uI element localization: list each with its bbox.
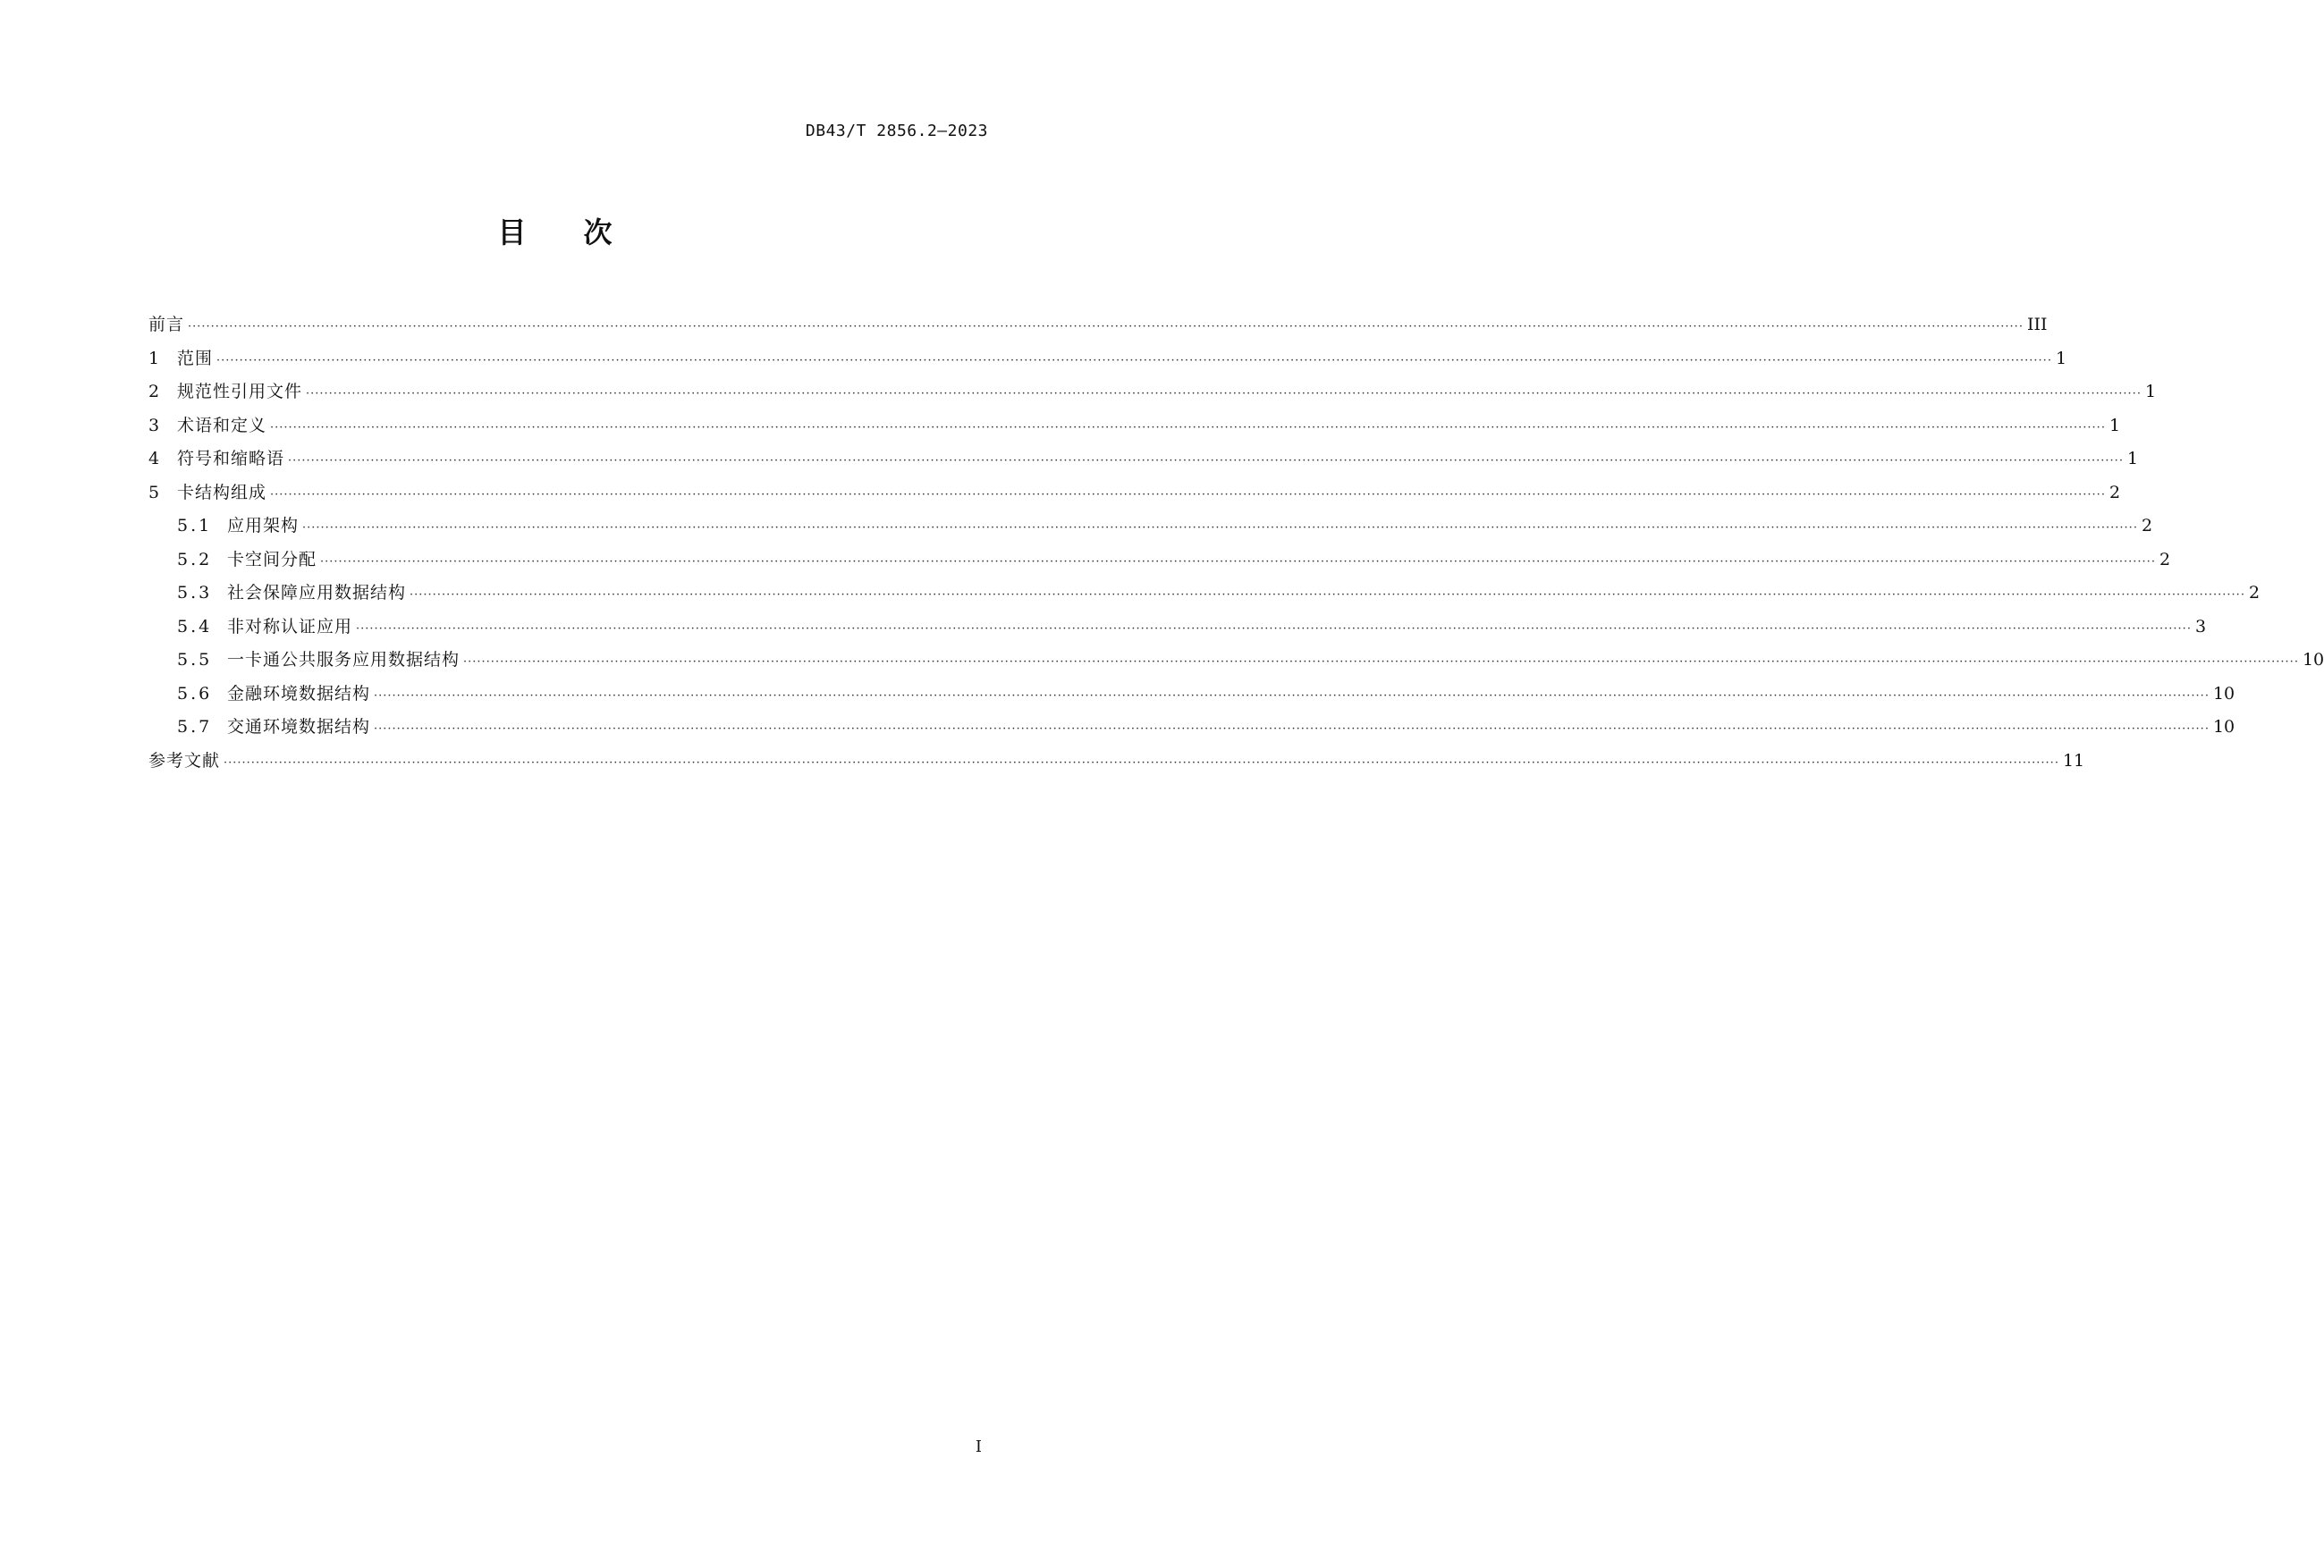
toc-entry-title: 一卡通公共服务应用数据结构	[227, 650, 461, 670]
toc-entry-page: 1	[2055, 348, 2067, 368]
toc-entry-title: 前言	[148, 315, 185, 334]
toc-dot-leader: ················································································································································································································································································································································································································	[374, 688, 2210, 703]
toc-entry-title: 社会保障应用数据结构	[227, 583, 407, 603]
toc-entry-title: 交通环境数据结构	[227, 717, 371, 737]
toc-entry-number: 5.7	[177, 717, 213, 737]
page-number: I	[975, 1437, 982, 1456]
toc-entry-page: 2	[2248, 583, 2261, 603]
toc-dot-leader: ················································································································································································································································································································································································································	[320, 554, 2156, 569]
toc-entry-page: 2	[2141, 516, 2153, 535]
page-title	[0, 215, 1110, 250]
toc-dot-leader: ················································································································································································································································································································································································································	[270, 420, 2106, 434]
toc-entry-page: 1	[2109, 415, 2121, 435]
toc-dot-leader: ················································································································································································································································································································································································································	[356, 621, 2192, 636]
toc-entry-number: 4	[148, 449, 160, 468]
toc-entry-page: 10	[2212, 683, 2235, 704]
toc-entry-title: 卡结构组成	[177, 482, 267, 502]
toc-dot-leader: ················································································································································································································································································································································································································	[302, 521, 2138, 535]
toc-entry[interactable]	[148, 412, 2121, 446]
toc-entry-title: 卡空间分配	[227, 549, 317, 569]
toc-dot-leader: ················································································································································································································································································································································································································	[270, 487, 2106, 502]
toc-entry[interactable]	[148, 713, 2235, 747]
toc-dot-leader: ················································································································································································································································································································································································································	[188, 320, 2024, 333]
document-code: DB43/T 2856.2—2023	[805, 122, 988, 140]
toc-entry-number: 5.2	[177, 549, 213, 569]
toc-dot-leader: ················································································································································································································································································································································································································	[306, 387, 2142, 400]
toc-entry-page: 1	[2144, 382, 2157, 401]
toc-entry-title: 规范性引用文件	[177, 382, 303, 401]
toc-entry-page: 10	[2212, 717, 2235, 737]
toc-entry-title: 参考文献	[148, 750, 221, 771]
toc-dot-leader: ················································································································································································································································································································································································································	[374, 722, 2210, 736]
toc-entry-title: 金融环境数据结构	[227, 683, 371, 704]
toc-entry-number: 5.6	[177, 683, 213, 704]
toc-entry-number: 5.3	[177, 583, 213, 603]
toc-entry[interactable]	[148, 512, 2153, 546]
toc-entry-number: 5	[148, 482, 160, 502]
toc-entry-page: 3	[2194, 616, 2207, 636]
toc-entry-page: 10	[2302, 650, 2324, 670]
toc-entry[interactable]	[148, 747, 2085, 781]
toc-entry-title: 符号和缩略语	[177, 449, 285, 468]
toc-entry[interactable]	[148, 378, 2157, 412]
toc-entry-number: 5.4	[177, 616, 213, 636]
toc-entry[interactable]	[148, 613, 2207, 647]
toc-dot-leader: ················································································································································································································································································································································································································	[224, 755, 2059, 770]
toc-entry-title: 范围	[177, 348, 214, 368]
toc-entry-title: 非对称认证应用	[227, 616, 353, 636]
toc-entry[interactable]	[148, 311, 2048, 345]
toc-entry[interactable]	[148, 445, 2139, 479]
toc-entry[interactable]	[148, 646, 2324, 680]
toc-entry-number: 3	[148, 415, 160, 435]
toc-dot-leader: ················································································································································································································································································································································································································	[410, 588, 2245, 602]
toc-entry-number: 1	[148, 348, 160, 368]
toc-entry-title: 术语和定义	[177, 415, 267, 435]
toc-entry[interactable]	[148, 546, 2171, 580]
toc-entry-number: 2	[148, 382, 160, 401]
toc-entry-page: 11	[2062, 750, 2085, 771]
toc-entry-page: 2	[2159, 549, 2171, 569]
toc-entry[interactable]	[148, 345, 2067, 379]
toc-entry-number: 5.1	[177, 516, 213, 535]
toc-entry-number: 5.5	[177, 650, 213, 670]
toc-dot-leader: ················································································································································································································································································································································································································	[288, 454, 2124, 468]
toc-dot-leader: ················································································································································································································································································································································································································	[216, 353, 2052, 367]
toc-entry-page: 2	[2109, 482, 2121, 502]
toc-entry[interactable]	[148, 479, 2121, 513]
toc-entry[interactable]	[148, 680, 2235, 714]
toc-entry-page: 1	[2126, 449, 2139, 468]
page-title-char-1: 目	[497, 215, 527, 249]
toc-entry[interactable]	[148, 579, 2261, 613]
toc-dot-leader: ················································································································································································································································································································································································································	[463, 655, 2299, 669]
table-of-contents	[148, 311, 2324, 780]
toc-entry-page: III	[2026, 315, 2048, 334]
page-title-char-2: 次	[583, 215, 613, 249]
toc-entry-title: 应用架构	[227, 516, 300, 535]
